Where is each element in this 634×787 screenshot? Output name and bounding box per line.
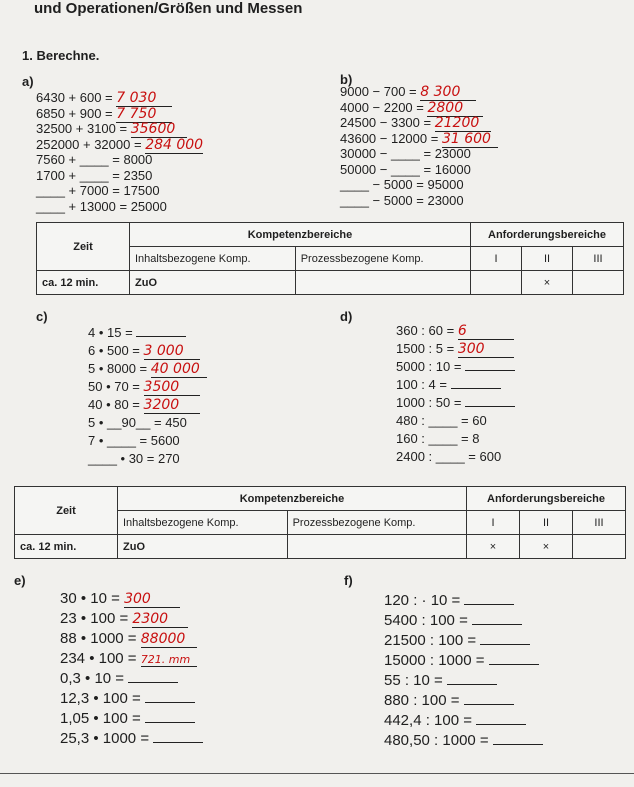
equation-line: [88, 379, 207, 397]
equation-line: [88, 343, 207, 361]
equation-expression: 50000 − ____ = 16000: [340, 161, 471, 177]
equation-expression: 5 • __90__ = 450: [88, 415, 187, 430]
equation-expression: 15000 : 1000 =: [384, 652, 485, 669]
equation-expression: 1500 : 5 =: [396, 341, 455, 356]
table-mark-level-2[interactable]: ×: [522, 271, 573, 295]
equation-line: [88, 361, 207, 379]
equation-line: [384, 712, 543, 732]
table-mark-level-1[interactable]: [471, 271, 522, 295]
equation-expression: 5400 : 100 =: [384, 612, 468, 629]
equation-expression: 0,3 • 10 =: [60, 670, 125, 687]
competency-table-2: [14, 486, 626, 559]
table-level-3: III: [573, 511, 626, 535]
answer-field[interactable]: 3200: [144, 397, 200, 414]
competency-table-1: [36, 222, 624, 295]
equation-line: [384, 732, 543, 752]
equation-expression: 50 • 70 =: [88, 379, 140, 394]
task-label: 1. Berechne.: [22, 48, 100, 63]
equation-expression: 2400 : ____ = 600: [396, 449, 502, 464]
table-inhalt-value: ZuO: [118, 535, 288, 559]
answer-field[interactable]: 300: [124, 591, 180, 608]
answer-field[interactable]: [464, 704, 514, 705]
equation-expression: 252000 + 32000 =: [36, 136, 142, 152]
table-header-anforderung: Anforderungsbereiche: [471, 223, 624, 247]
equation-expression: 100 : 4 =: [396, 377, 447, 392]
equation-line: [396, 341, 515, 359]
table-time: ca. 12 min.: [15, 535, 118, 559]
answer-field[interactable]: 721. mm: [141, 653, 197, 667]
table-subheader-prozess: Prozessbezogene Komp.: [287, 511, 466, 535]
equation-expression: 480,50 : 1000 =: [384, 732, 489, 749]
equation-expression: 1,05 • 100 =: [60, 710, 141, 727]
equation-line: [88, 325, 207, 343]
equation-line: [88, 433, 207, 451]
table-inhalt-value: ZuO: [130, 271, 296, 295]
equation-line: [60, 690, 203, 710]
table-time: ca. 12 min.: [37, 271, 130, 295]
answer-field[interactable]: 284 000: [145, 136, 204, 153]
table-mark-level-1[interactable]: ×: [467, 535, 520, 559]
table-level-2: II: [522, 247, 573, 271]
equation-expression: 30000 − ____ = 23000: [340, 146, 471, 161]
table-header-zeit: Zeit: [15, 487, 118, 535]
section-e: [60, 590, 203, 750]
equation-expression: 9000 − 700 =: [340, 84, 417, 99]
section-a: [36, 90, 203, 214]
equation-line: [384, 652, 543, 672]
equation-expression: 24500 − 3300 =: [340, 115, 432, 130]
equation-expression: 7560 + ____ = 8000: [36, 152, 153, 167]
table-level-2: II: [520, 511, 573, 535]
answer-field[interactable]: 7 030: [116, 90, 172, 107]
equation-line: [340, 146, 498, 162]
equation-expression: 25,3 • 1000 =: [60, 730, 150, 747]
equation-line: [60, 710, 203, 730]
table-header-kompetenz: Kompetenzbereiche: [118, 487, 467, 511]
equation-line: [36, 106, 203, 122]
answer-field[interactable]: 2300: [132, 611, 188, 628]
answer-field[interactable]: [451, 388, 501, 389]
equation-expression: 480 : ____ = 60: [396, 413, 487, 428]
equation-line: [340, 177, 498, 193]
equation-expression: 12,3 • 100 =: [60, 690, 141, 707]
table-header-anforderung: Anforderungsbereiche: [467, 487, 626, 511]
table-prozess-value: [295, 271, 470, 295]
equation-expression: 442,4 : 100 =: [384, 712, 472, 729]
answer-field[interactable]: 40 000: [151, 361, 207, 378]
equation-expression: 1700 + ____ = 2350: [36, 167, 153, 183]
page-header: und Operationen/Größen und Messen: [34, 0, 303, 17]
section-c: [88, 325, 207, 469]
equation-line: [60, 650, 203, 670]
section-d-label: d): [340, 309, 353, 324]
equation-line: [36, 183, 203, 199]
answer-field[interactable]: 6: [458, 323, 514, 340]
equation-line: [384, 632, 543, 652]
equation-line: [340, 162, 498, 178]
equation-expression: 7 • ____ = 5600: [88, 433, 180, 448]
equation-expression: 21500 : 100 =: [384, 632, 477, 649]
answer-field[interactable]: [472, 624, 522, 625]
equation-expression: 30 • 10 =: [60, 590, 120, 607]
answer-field[interactable]: [489, 664, 539, 665]
equation-expression: 23 • 100 =: [60, 610, 129, 627]
section-b-label: b): [340, 72, 353, 87]
answer-field[interactable]: [145, 722, 195, 723]
equation-expression: 43600 − 12000 =: [340, 130, 439, 146]
equation-expression: 6 • 500 =: [88, 343, 140, 358]
equation-expression: 32500 + 3100 =: [36, 121, 128, 136]
equation-expression: ____ • 30 = 270: [88, 451, 180, 466]
answer-field[interactable]: [476, 724, 526, 725]
section-a-label: a): [22, 74, 34, 89]
equation-line: [396, 377, 515, 395]
equation-expression: 880 : 100 =: [384, 692, 460, 709]
equation-expression: ____ + 7000 = 17500: [36, 183, 160, 198]
equation-expression: 360 : 60 =: [396, 323, 455, 338]
equation-expression: 234 • 100 =: [60, 650, 137, 667]
table-mark-level-3[interactable]: [573, 271, 624, 295]
answer-field[interactable]: 8 300: [420, 84, 476, 101]
equation-line: [60, 610, 203, 630]
equation-expression: 1000 : 50 =: [396, 395, 462, 410]
answer-field[interactable]: 3500: [144, 379, 200, 396]
equation-line: [88, 415, 207, 433]
equation-line: [396, 431, 515, 449]
table-level-3: III: [573, 247, 624, 271]
equation-line: [396, 323, 515, 341]
equation-line: [36, 90, 203, 106]
answer-field[interactable]: 31 600: [442, 131, 498, 148]
equation-line: [340, 115, 498, 131]
equation-line: [36, 137, 203, 153]
equation-line: [340, 131, 498, 147]
equation-line: [384, 672, 543, 692]
table-subheader-inhalt: Inhaltsbezogene Komp.: [130, 247, 296, 271]
equation-line: [36, 121, 203, 137]
equation-line: [60, 730, 203, 750]
equation-line: [396, 413, 515, 431]
answer-field[interactable]: [480, 644, 530, 645]
equation-expression: ____ − 5000 = 95000: [340, 177, 464, 192]
equation-expression: 5000 : 10 =: [396, 359, 462, 374]
equation-line: [384, 692, 543, 712]
answer-field[interactable]: [145, 702, 195, 703]
page-divider: [0, 773, 634, 774]
answer-field[interactable]: 3 000: [144, 343, 200, 360]
answer-field[interactable]: [465, 406, 515, 407]
equation-line: [340, 193, 498, 209]
equation-line: [60, 630, 203, 650]
equation-expression: 4000 − 2200 =: [340, 99, 424, 115]
equation-line: [60, 670, 203, 690]
table-mark-level-3[interactable]: [573, 535, 626, 559]
answer-field[interactable]: 7 750: [116, 106, 172, 123]
answer-field[interactable]: [153, 742, 203, 743]
section-e-label: e): [14, 573, 26, 588]
equation-expression: 40 • 80 =: [88, 397, 140, 412]
section-c-label: c): [36, 309, 48, 324]
equation-line: [36, 168, 203, 184]
equation-line: [88, 451, 207, 469]
answer-field[interactable]: 300: [458, 341, 514, 358]
section-d: [396, 323, 515, 467]
equation-expression: 5 • 8000 =: [88, 361, 148, 376]
equation-expression: 6430 + 600 =: [36, 90, 113, 105]
table-header-kompetenz: Kompetenzbereiche: [130, 223, 471, 247]
answer-field[interactable]: [465, 370, 515, 371]
table-level-1: I: [467, 511, 520, 535]
equation-line: [60, 590, 203, 610]
table-header-zeit: Zeit: [37, 223, 130, 271]
answer-field[interactable]: 35600: [131, 121, 187, 138]
equation-line: [396, 395, 515, 413]
answer-field[interactable]: [493, 744, 543, 745]
answer-field[interactable]: [128, 682, 178, 683]
equation-expression: ____ − 5000 = 23000: [340, 192, 464, 208]
table-prozess-value: [287, 535, 466, 559]
section-f: [384, 592, 543, 752]
table-subheader-prozess: Prozessbezogene Komp.: [295, 247, 470, 271]
equation-expression: 160 : ____ = 8: [396, 431, 480, 446]
equation-line: [396, 359, 515, 377]
equation-line: [36, 199, 203, 215]
answer-field[interactable]: 88000: [141, 631, 197, 648]
equation-line: [36, 152, 203, 168]
equation-line: [384, 612, 543, 632]
section-b: [340, 84, 498, 208]
equation-line: [384, 592, 543, 612]
equation-expression: ____ + 13000 = 25000: [36, 198, 167, 214]
section-f-label: f): [344, 573, 353, 588]
equation-expression: 6850 + 900 =: [36, 105, 113, 121]
table-mark-level-2[interactable]: ×: [520, 535, 573, 559]
equation-line: [396, 449, 515, 467]
equation-expression: 4 • 15 =: [88, 325, 133, 340]
table-level-1: I: [471, 247, 522, 271]
answer-field[interactable]: 2800: [427, 100, 483, 117]
table-subheader-inhalt: Inhaltsbezogene Komp.: [118, 511, 288, 535]
answer-field[interactable]: 21200: [435, 115, 491, 132]
answer-field[interactable]: [447, 684, 497, 685]
equation-expression: 55 : 10 =: [384, 672, 443, 689]
equation-line: [340, 84, 498, 100]
equation-line: [340, 100, 498, 116]
equation-expression: 88 • 1000 =: [60, 630, 137, 647]
equation-line: [88, 397, 207, 415]
answer-field[interactable]: [136, 336, 186, 337]
answer-field[interactable]: [464, 604, 514, 605]
equation-expression: 120 : · 10 =: [384, 592, 461, 609]
